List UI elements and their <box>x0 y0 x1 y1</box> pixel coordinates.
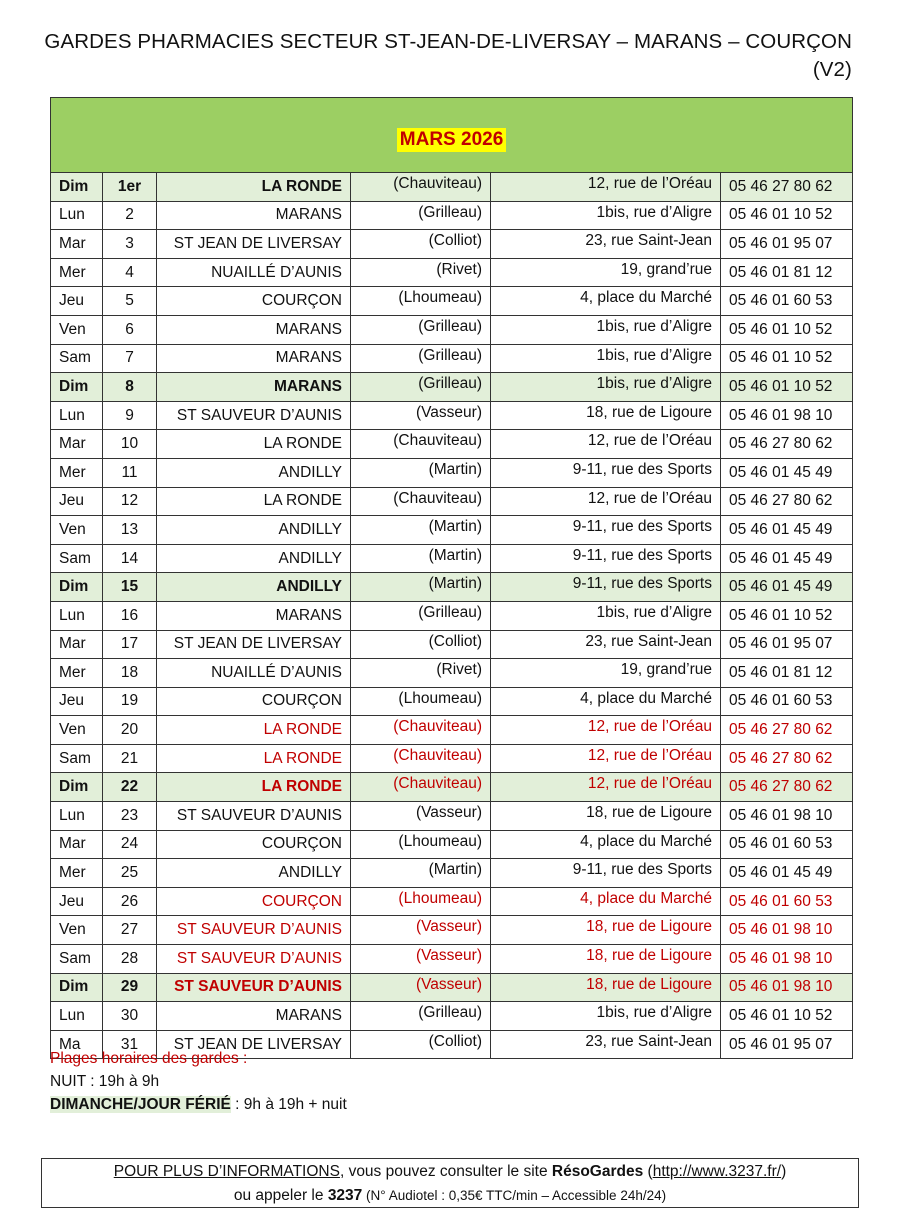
row-town: COURÇON <box>157 287 351 316</box>
page-title <box>32 28 852 84</box>
table-row <box>51 945 853 974</box>
row-day: Dim <box>51 573 103 602</box>
row-town: MARANS <box>157 344 351 373</box>
row-phone: 05 46 01 10 52 <box>721 201 853 230</box>
row-town: LA RONDE <box>157 773 351 802</box>
table-row <box>51 716 853 745</box>
row-address: 9-11, rue des Sports <box>491 544 721 573</box>
table-row <box>51 287 853 316</box>
row-day: Lun <box>51 401 103 430</box>
info-text-4: ou appeler le <box>233 1187 328 1204</box>
notes-sunday-label: DIMANCHE/JOUR FÉRIÉ <box>50 1096 231 1113</box>
row-phone: 05 46 01 60 53 <box>721 887 853 916</box>
row-day: Sam <box>51 744 103 773</box>
row-address: 9-11, rue des Sports <box>491 516 721 545</box>
row-pharmacist: (Grilleau) <box>351 344 491 373</box>
row-address: 12, rue de l’Oréau <box>491 773 721 802</box>
table-row <box>51 916 853 945</box>
row-pharmacist: (Chauviteau) <box>351 744 491 773</box>
row-day: Dim <box>51 173 103 202</box>
row-day: Mer <box>51 258 103 287</box>
row-town: ANDILLY <box>157 859 351 888</box>
row-pharmacist: (Martin) <box>351 458 491 487</box>
row-address: 1bis, rue d’Aligre <box>491 373 721 402</box>
row-date: 1er <box>103 173 157 202</box>
row-town: ANDILLY <box>157 544 351 573</box>
row-day: Jeu <box>51 487 103 516</box>
row-address: 1bis, rue d’Aligre <box>491 601 721 630</box>
row-date: 19 <box>103 687 157 716</box>
info-audiotel: (N° Audiotel : 0,35€ TTC/min – Accessible 24h/24) <box>362 1188 667 1203</box>
row-pharmacist: (Lhoumeau) <box>351 830 491 859</box>
table-row <box>51 744 853 773</box>
row-phone: 05 46 27 80 62 <box>721 773 853 802</box>
schedule-table <box>50 97 853 1059</box>
notes-night: NUIT : 19h à 9h <box>50 1073 160 1090</box>
row-pharmacist: (Martin) <box>351 573 491 602</box>
table-row <box>51 859 853 888</box>
table-row <box>51 544 853 573</box>
table-row <box>51 516 853 545</box>
site-name: RésoGardes <box>551 1163 644 1180</box>
row-town: ANDILLY <box>157 573 351 602</box>
row-town: ST SAUVEUR D’AUNIS <box>157 916 351 945</box>
row-pharmacist: (Chauviteau) <box>351 773 491 802</box>
row-town: COURÇON <box>157 830 351 859</box>
row-address: 9-11, rue des Sports <box>491 859 721 888</box>
row-pharmacist: (Martin) <box>351 859 491 888</box>
table-row <box>51 487 853 516</box>
row-date: 8 <box>103 373 157 402</box>
row-day: Ma <box>51 1030 103 1059</box>
table-row <box>51 430 853 459</box>
table-row <box>51 687 853 716</box>
row-pharmacist: (Vasseur) <box>351 916 491 945</box>
table-row <box>51 173 853 202</box>
row-phone: 05 46 27 80 62 <box>721 173 853 202</box>
row-date: 13 <box>103 516 157 545</box>
row-date: 23 <box>103 802 157 831</box>
row-address: 23, rue Saint-Jean <box>491 230 721 259</box>
row-address: 18, rue de Ligoure <box>491 802 721 831</box>
row-phone: 05 46 01 10 52 <box>721 601 853 630</box>
row-pharmacist: (Vasseur) <box>351 401 491 430</box>
table-row <box>51 830 853 859</box>
row-town: ANDILLY <box>157 458 351 487</box>
row-town: COURÇON <box>157 687 351 716</box>
row-address: 9-11, rue des Sports <box>491 573 721 602</box>
row-town: ST SAUVEUR D’AUNIS <box>157 945 351 974</box>
row-date: 4 <box>103 258 157 287</box>
row-phone: 05 46 01 10 52 <box>721 344 853 373</box>
table-row <box>51 458 853 487</box>
row-phone: 05 46 01 45 49 <box>721 516 853 545</box>
month-title: MARS 2026 <box>397 128 507 152</box>
row-phone: 05 46 01 95 07 <box>721 230 853 259</box>
row-town: ST JEAN DE LIVERSAY <box>157 630 351 659</box>
row-pharmacist: (Colliot) <box>351 630 491 659</box>
row-address: 23, rue Saint-Jean <box>491 630 721 659</box>
table-row <box>51 373 853 402</box>
row-phone: 05 46 01 45 49 <box>721 544 853 573</box>
row-town: LA RONDE <box>157 487 351 516</box>
row-town: ST JEAN DE LIVERSAY <box>157 1030 351 1059</box>
table-row <box>51 401 853 430</box>
row-date: 16 <box>103 601 157 630</box>
row-town: ANDILLY <box>157 516 351 545</box>
site-url-link[interactable]: http://www.3237.fr/ <box>652 1163 782 1180</box>
row-date: 3 <box>103 230 157 259</box>
row-date: 27 <box>103 916 157 945</box>
title-line-2: (V2) <box>812 58 852 81</box>
info-box <box>41 1158 859 1208</box>
table-row <box>51 973 853 1002</box>
row-phone: 05 46 01 95 07 <box>721 1030 853 1059</box>
row-pharmacist: (Lhoumeau) <box>351 287 491 316</box>
row-day: Sam <box>51 945 103 974</box>
row-date: 12 <box>103 487 157 516</box>
row-address: 12, rue de l’Oréau <box>491 487 721 516</box>
row-pharmacist: (Vasseur) <box>351 973 491 1002</box>
row-address: 18, rue de Ligoure <box>491 973 721 1002</box>
phone-number: 3237 <box>327 1187 363 1204</box>
table-row <box>51 773 853 802</box>
row-date: 31 <box>103 1030 157 1059</box>
row-phone: 05 46 01 10 52 <box>721 373 853 402</box>
row-address: 9-11, rue des Sports <box>491 458 721 487</box>
row-day: Dim <box>51 373 103 402</box>
month-header-cell <box>51 98 853 173</box>
row-address: 4, place du Marché <box>491 830 721 859</box>
row-date: 28 <box>103 945 157 974</box>
row-pharmacist: (Grilleau) <box>351 373 491 402</box>
table-row <box>51 573 853 602</box>
row-day: Mar <box>51 230 103 259</box>
row-address: 18, rue de Ligoure <box>491 945 721 974</box>
row-day: Mer <box>51 659 103 688</box>
row-address: 12, rue de l’Oréau <box>491 430 721 459</box>
row-pharmacist: (Grilleau) <box>351 201 491 230</box>
row-town: ST JEAN DE LIVERSAY <box>157 230 351 259</box>
row-phone: 05 46 01 81 12 <box>721 659 853 688</box>
row-date: 9 <box>103 401 157 430</box>
notes-sunday <box>50 1093 347 1116</box>
row-date: 14 <box>103 544 157 573</box>
row-pharmacist: (Chauviteau) <box>351 716 491 745</box>
row-phone: 05 46 27 80 62 <box>721 716 853 745</box>
info-text-1: , vous pouvez consulter le site <box>339 1163 552 1180</box>
row-pharmacist: (Vasseur) <box>351 945 491 974</box>
row-town: ST SAUVEUR D’AUNIS <box>157 401 351 430</box>
row-pharmacist: (Lhoumeau) <box>351 887 491 916</box>
row-pharmacist: (Chauviteau) <box>351 430 491 459</box>
row-day: Mar <box>51 830 103 859</box>
row-date: 22 <box>103 773 157 802</box>
row-date: 5 <box>103 287 157 316</box>
notes-heading: Plages horaires des gardes : <box>50 1050 248 1067</box>
info-text-2: ( <box>643 1163 653 1180</box>
row-address: 4, place du Marché <box>491 687 721 716</box>
row-address: 12, rue de l’Oréau <box>491 173 721 202</box>
table-row <box>51 659 853 688</box>
row-phone: 05 46 01 10 52 <box>721 315 853 344</box>
row-day: Ven <box>51 516 103 545</box>
row-address: 12, rue de l’Oréau <box>491 744 721 773</box>
row-phone: 05 46 01 98 10 <box>721 802 853 831</box>
table-row <box>51 802 853 831</box>
row-day: Dim <box>51 773 103 802</box>
row-phone: 05 46 01 95 07 <box>721 630 853 659</box>
row-date: 30 <box>103 1002 157 1031</box>
row-phone: 05 46 27 80 62 <box>721 744 853 773</box>
row-day: Sam <box>51 544 103 573</box>
row-pharmacist: (Rivet) <box>351 659 491 688</box>
row-day: Dim <box>51 973 103 1002</box>
row-date: 11 <box>103 458 157 487</box>
row-town: NUAILLÉ D’AUNIS <box>157 258 351 287</box>
row-address: 1bis, rue d’Aligre <box>491 315 721 344</box>
row-pharmacist: (Lhoumeau) <box>351 687 491 716</box>
row-town: MARANS <box>157 373 351 402</box>
row-address: 19, grand’rue <box>491 258 721 287</box>
row-date: 6 <box>103 315 157 344</box>
row-day: Mar <box>51 630 103 659</box>
row-town: LA RONDE <box>157 430 351 459</box>
row-day: Lun <box>51 1002 103 1031</box>
table-row <box>51 630 853 659</box>
row-pharmacist: (Martin) <box>351 544 491 573</box>
row-day: Lun <box>51 201 103 230</box>
row-day: Ven <box>51 716 103 745</box>
table-row <box>51 258 853 287</box>
row-date: 29 <box>103 973 157 1002</box>
table-row <box>51 1002 853 1031</box>
table-row <box>51 887 853 916</box>
row-phone: 05 46 01 45 49 <box>721 859 853 888</box>
row-date: 17 <box>103 630 157 659</box>
notes-section <box>50 1047 347 1116</box>
row-phone: 05 46 27 80 62 <box>721 430 853 459</box>
row-town: MARANS <box>157 601 351 630</box>
row-address: 23, rue Saint-Jean <box>491 1030 721 1059</box>
row-day: Jeu <box>51 887 103 916</box>
row-date: 21 <box>103 744 157 773</box>
row-address: 18, rue de Ligoure <box>491 916 721 945</box>
table-row <box>51 201 853 230</box>
row-phone: 05 46 01 98 10 <box>721 401 853 430</box>
row-date: 15 <box>103 573 157 602</box>
row-phone: 05 46 01 81 12 <box>721 258 853 287</box>
row-phone: 05 46 01 45 49 <box>721 573 853 602</box>
row-address: 4, place du Marché <box>491 887 721 916</box>
row-phone: 05 46 01 45 49 <box>721 458 853 487</box>
table-row <box>51 315 853 344</box>
row-day: Mer <box>51 458 103 487</box>
row-date: 18 <box>103 659 157 688</box>
row-address: 12, rue de l’Oréau <box>491 716 721 745</box>
row-day: Lun <box>51 601 103 630</box>
row-address: 1bis, rue d’Aligre <box>491 344 721 373</box>
row-date: 24 <box>103 830 157 859</box>
row-town: ST SAUVEUR D’AUNIS <box>157 802 351 831</box>
row-town: LA RONDE <box>157 744 351 773</box>
row-day: Sam <box>51 344 103 373</box>
row-pharmacist: (Colliot) <box>351 1030 491 1059</box>
row-pharmacist: (Martin) <box>351 516 491 545</box>
row-pharmacist: (Grilleau) <box>351 601 491 630</box>
row-day: Mar <box>51 430 103 459</box>
title-line-1: GARDES PHARMACIES SECTEUR ST-JEAN-DE-LIVERSAY – MARANS – COURÇON <box>44 30 852 53</box>
month-header-row <box>51 98 853 173</box>
row-address: 1bis, rue d’Aligre <box>491 1002 721 1031</box>
row-phone: 05 46 01 60 53 <box>721 687 853 716</box>
row-date: 25 <box>103 859 157 888</box>
row-town: LA RONDE <box>157 716 351 745</box>
row-phone: 05 46 01 10 52 <box>721 1002 853 1031</box>
row-date: 26 <box>103 887 157 916</box>
row-phone: 05 46 01 60 53 <box>721 287 853 316</box>
notes-sunday-hours: : 9h à 19h + nuit <box>230 1096 347 1113</box>
row-phone: 05 46 01 60 53 <box>721 830 853 859</box>
row-date: 10 <box>103 430 157 459</box>
row-date: 2 <box>103 201 157 230</box>
row-town: MARANS <box>157 315 351 344</box>
row-town: LA RONDE <box>157 173 351 202</box>
row-address: 19, grand’rue <box>491 659 721 688</box>
row-pharmacist: (Chauviteau) <box>351 173 491 202</box>
row-pharmacist: (Chauviteau) <box>351 487 491 516</box>
row-phone: 05 46 27 80 62 <box>721 487 853 516</box>
row-day: Ven <box>51 916 103 945</box>
row-pharmacist: (Rivet) <box>351 258 491 287</box>
row-day: Ven <box>51 315 103 344</box>
row-pharmacist: (Vasseur) <box>351 802 491 831</box>
row-address: 18, rue de Ligoure <box>491 401 721 430</box>
info-text-3: ) <box>781 1163 787 1180</box>
row-pharmacist: (Colliot) <box>351 230 491 259</box>
row-town: MARANS <box>157 201 351 230</box>
row-address: 1bis, rue d’Aligre <box>491 201 721 230</box>
row-date: 20 <box>103 716 157 745</box>
row-day: Mer <box>51 859 103 888</box>
row-day: Lun <box>51 802 103 831</box>
info-heading: POUR PLUS D’INFORMATIONS <box>113 1163 340 1180</box>
row-pharmacist: (Grilleau) <box>351 1002 491 1031</box>
row-town: NUAILLÉ D’AUNIS <box>157 659 351 688</box>
row-pharmacist: (Grilleau) <box>351 315 491 344</box>
row-day: Jeu <box>51 687 103 716</box>
info-line-1 <box>42 1160 858 1184</box>
table-row <box>51 230 853 259</box>
row-phone: 05 46 01 98 10 <box>721 945 853 974</box>
table-row <box>51 601 853 630</box>
table-row <box>51 344 853 373</box>
row-date: 7 <box>103 344 157 373</box>
row-town: MARANS <box>157 1002 351 1031</box>
row-town: ST SAUVEUR D’AUNIS <box>157 973 351 1002</box>
row-phone: 05 46 01 98 10 <box>721 916 853 945</box>
row-address: 4, place du Marché <box>491 287 721 316</box>
row-town: COURÇON <box>157 887 351 916</box>
row-phone: 05 46 01 98 10 <box>721 973 853 1002</box>
info-line-2 <box>42 1184 858 1208</box>
row-day: Jeu <box>51 287 103 316</box>
